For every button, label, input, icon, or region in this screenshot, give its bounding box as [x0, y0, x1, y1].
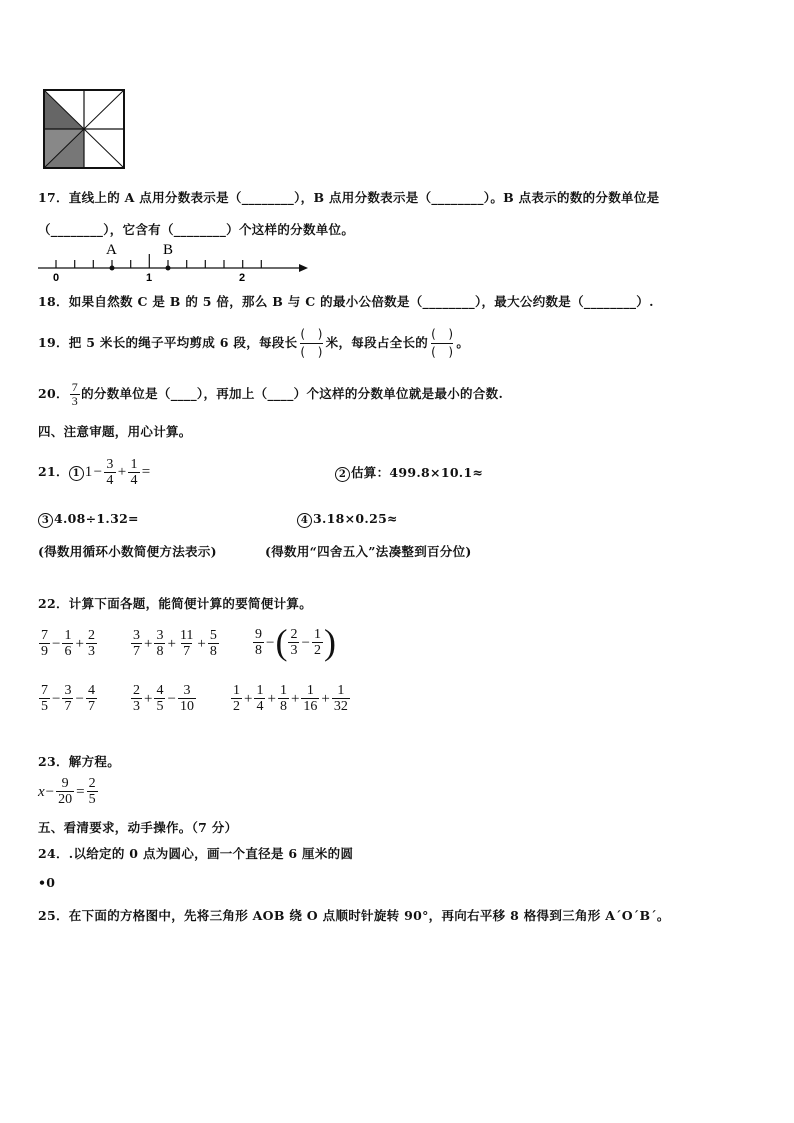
q19-prefix: 19．把 5 米长的绳子平均剪成 6 段，每段长: [38, 335, 298, 350]
q23-title: 23．解方程。: [38, 754, 120, 769]
point-b: [166, 266, 171, 271]
q20-line: 20． $\frac{7}{3}$ 的分数单位是（____），再加上（____）个这样的分数单位就是最小的合数.: [38, 380, 504, 408]
q23-equation: x− $\frac{9}{20}$ = $\frac{2}{5}$: [38, 776, 96, 807]
q17-line2: （________），它含有（________）个这样的分数单位。: [38, 222, 355, 237]
q25-text: 25．在下面的方格图中，先将三角形 AOB 绕 O 点顺时针旋转 90°，再向右平移 8 格得到三角形 A´O´B´。: [38, 908, 670, 923]
q21-part4: 4 3.18×0.25≈: [297, 511, 398, 528]
q21-note2: (得数用“四舍五入”法凑整到百分位): [265, 544, 472, 559]
q22-title: 22．计算下面各题，能简便计算的要简便计算。: [38, 596, 312, 611]
label-b: B: [163, 242, 174, 258]
q21-part3: 3 4.08÷1.32=: [38, 511, 139, 528]
q19-line: [38, 326, 469, 361]
q18-text: 18．如果自然数 C 是 B 的 5 倍，那么 B 与 C 的最小公倍数是（________），最大公约数是（________）.: [38, 294, 654, 309]
q24-center-point: •0: [38, 875, 56, 890]
label-a: A: [106, 242, 117, 258]
q19-blank-fraction-2: ( ) ( ): [431, 327, 454, 359]
q17-line1: 17．直线上的 A 点用分数表示是（________），B 点用分数表示是（________）。B 点表示的数的分数单位是: [38, 190, 660, 205]
circled-number-2: 2: [335, 467, 350, 482]
tick-label-0: 0: [53, 272, 60, 282]
q22-expr-1: $\frac{7}{9}$ − $\frac{1}{6}$ + $\frac{2}{3}$: [41, 628, 95, 659]
shaded-square-figure: [42, 88, 128, 170]
q21-note1: (得数用循环小数简便方法表示): [38, 544, 217, 559]
section-5-heading: 五、看清要求，动手操作。（7 分）: [38, 820, 238, 835]
point-a: [110, 266, 115, 271]
number-line: [36, 240, 316, 282]
circled-number-1: 1: [69, 466, 84, 481]
q19-end: 。: [456, 335, 470, 350]
q22-expr-4: $\frac{7}{5}$ − $\frac{3}{7}$ − $\frac{4}{7}$: [41, 683, 95, 714]
q22-expr-6: $\frac{1}{2}$ + $\frac{1}{4}$ + $\frac{1}{8}$ + $\frac{1}{16}$ + $\frac{1}{32}$: [233, 683, 348, 714]
q22-expr-2: $\frac{3}{7}$ + $\frac{3}{8}$ + $\frac{11}{7}$ + $\frac{5}{8}$: [133, 628, 217, 659]
q19-mid: 米，每段占全长的: [325, 335, 429, 350]
q19-blank-fraction-1: ( ) ( ): [300, 327, 323, 359]
q21-part2: 2 估算：499.8×10.1≈: [335, 463, 483, 482]
section-4-heading: 四、注意审题，用心计算。: [38, 424, 192, 439]
q24-text: 24．.以给定的 0 点为圆心，画一个直径是 6 厘米的圆: [38, 846, 354, 861]
tick-label-1: 1: [146, 272, 153, 282]
q20-fraction: $\frac{7}{3}$: [71, 380, 79, 408]
circled-number-3: 3: [38, 513, 53, 528]
q22-expr-3: $\frac{9}{8}$ −( $\frac{2}{3}$ − $\frac{1}{2}$ ): [255, 622, 336, 662]
q21-part1: 21． 1 1− $\frac{3}{4}$ + $\frac{1}{4}$ =: [38, 457, 151, 488]
circled-number-4: 4: [297, 513, 312, 528]
tick-label-2: 2: [239, 272, 246, 282]
q22-expr-5: $\frac{2}{3}$ + $\frac{4}{5}$ − $\frac{3}{10}$: [133, 683, 194, 714]
q20-text: 的分数单位是（____），再加上（____）个这样的分数单位就是最小的合数.: [81, 386, 504, 401]
